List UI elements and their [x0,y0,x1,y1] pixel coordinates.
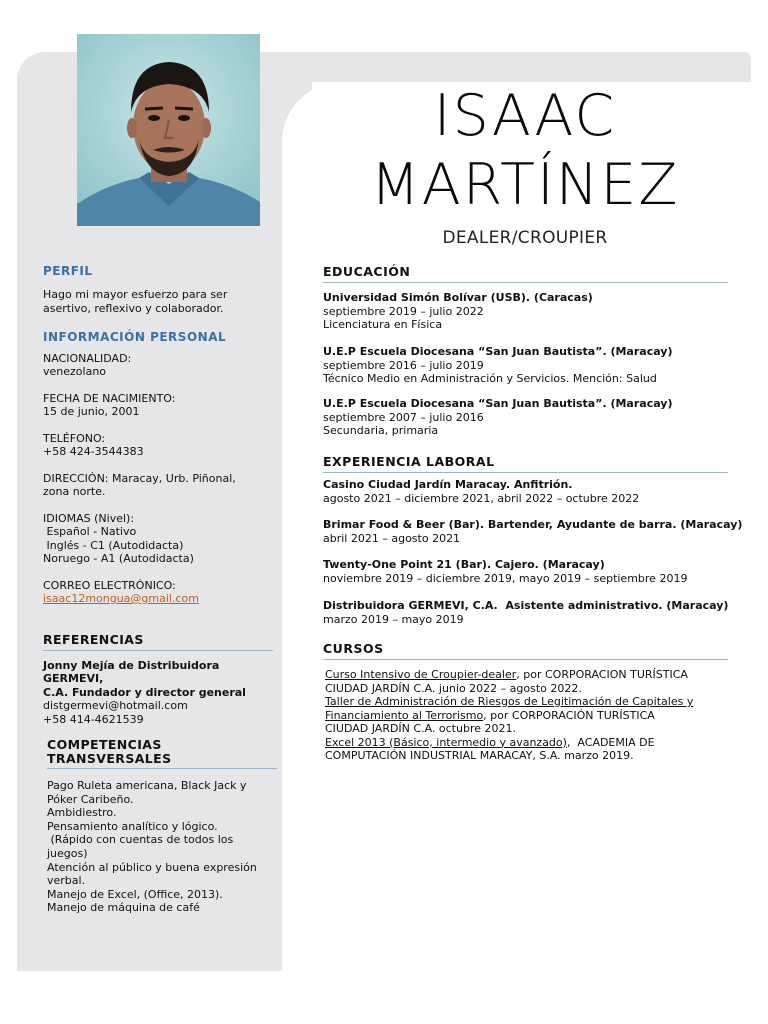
address-line: DIRECCIÓN: Maracay, Urb. Piñonal, [43,471,236,485]
job-title: DEALER/CROUPIER [442,228,608,248]
birth-value: 15 de junio, 2001 [43,405,140,418]
birth-label: FECHA DE NACIMIENTO: [43,391,176,405]
course-link[interactable]: Financiamiento al Terrorismo [325,708,484,722]
education-school: U.E.P Escuela Diocesana “San Juan Bautista”. (Maracay) [323,397,673,410]
courses-list [325,668,725,763]
skill-line: Póker Caribeño. [47,792,134,806]
education-item [323,397,743,438]
education-detail: Técnico Medio en Administración y Servicios. Mención: Salud [323,372,657,385]
profile-text: Hago mi mayor esfuerzo para ser asertivo, reflexivo y colaborador. [43,287,228,315]
education-dates: septiembre 2019 – julio 2022 [323,304,484,318]
nationality-value: venezolano [43,365,107,378]
course-provider: , por CORPORACION TURÍSTICA [516,668,688,681]
course-item [325,695,725,736]
course-link[interactable]: Taller de Administración de Riesgos de Legitimación de Capitales y [325,695,694,708]
reference-name [43,659,278,700]
language-item: Noruego - A1 (Autodidacta) [43,552,194,565]
skill-line: juegos) [47,846,88,860]
experience-dates: abril 2021 – agosto 2021 [323,531,461,545]
experience-item [323,599,743,626]
education-school: U.E.P Escuela Diocesana “San Juan Bautista”. (Maracay) [323,345,673,358]
references-heading: REFERENCIAS [43,633,273,651]
experience-heading: EXPERIENCIA LABORAL [323,454,728,473]
main-panel [282,82,768,1024]
language-item: Español - Nativo [43,525,137,538]
experience-title: Casino Ciudad Jardín Maracay. Anfitrión. [323,478,573,491]
course-provider: , por CORPORACIÓN TURÍSTICA [483,708,655,722]
portrait-illustration [77,34,260,226]
education-dates: septiembre 2016 – julio 2019 [323,358,484,372]
experience-item [323,558,743,585]
course-link[interactable]: Excel 2013 (Básico, intermedio y avanzado) [325,735,567,749]
education-dates: septiembre 2007 – julio 2016 [323,410,484,424]
education-detail: Licenciatura en Física [323,318,443,331]
experience-dates: noviembre 2019 – diciembre 2019, mayo 2019 – septiembre 2019 [323,571,688,585]
education-school: Universidad Simón Bolívar (USB). (Caracas) [323,291,593,304]
experience-title: Distribuidora GERMEVI, C.A. Asistente administrativo. (Maracay) [323,599,729,612]
email-label: CORREO ELECTRÓNICO: [43,578,176,592]
skill-line: Ambidiestro. [47,806,117,820]
skill-line: Manejo de máquina de café [47,901,200,915]
personal-info-section [43,331,278,606]
profile-photo [77,34,260,226]
address-line: zona norte. [43,485,106,498]
languages-label: IDIOMAS (Nivel): [43,511,135,525]
nationality-label: NACIONALIDAD: [43,351,132,365]
skill-line: Atención al público y buena expresión [47,860,257,874]
first-name: ISAAC [433,83,617,149]
profile-heading: PERFIL [43,264,93,278]
profile-section [43,265,278,316]
experience-dates: marzo 2019 – mayo 2019 [323,612,464,626]
experience-title: Brimar Food & Beer (Bar). Bartender, Ayudante de barra. (Maracay) [323,518,743,531]
experience-dates: agosto 2021 – diciembre 2021, abril 2022 – octubre 2022 [323,491,640,505]
experience-item [323,518,743,545]
education-heading: EDUCACIÓN [323,264,728,283]
email-link[interactable]: isaac12mongua@gmail.com [43,592,199,605]
language-item: Inglés - C1 (Autodidacta) [43,538,184,552]
phone-value: +58 424-3544383 [43,445,144,458]
course-link[interactable]: Curso Intensivo de Croupier-dealer [325,668,517,681]
last-name: MARTÍNEZ [370,152,680,218]
course-detail: CIUDAD JARDÍN C.A. octubre 2021. [325,722,516,735]
course-item [325,668,725,695]
skill-line: Pago Ruleta americana, Black Jack y [47,779,247,792]
phone-label: TELÉFONO: [43,431,106,445]
personal-info-heading: INFORMACIÓN PERSONAL [43,330,227,344]
skill-line: Pensamiento analítico y lógico. [47,819,218,833]
header-band [260,52,751,82]
education-item [323,291,743,332]
courses-heading: CURSOS [323,641,728,660]
candidate-name [300,82,750,220]
course-detail: COMPUTACIÓN INDUSTRIAL MARACAY, S.A. marzo 2019. [325,749,634,762]
reference-name-line: C.A. Fundador y director general [43,685,246,699]
reference-name-line: Jonny Mejía de Distribuidora GERMEVI, [43,658,220,685]
education-item [323,345,743,386]
education-detail: Secundaria, primaria [323,424,439,437]
skills-heading: COMPETENCIAS TRANSVERSALES [47,738,277,769]
skill-line: (Rápido con cuentas de todos los [47,833,234,847]
references-section [43,633,278,726]
skill-line: verbal. [47,874,86,888]
experience-title: Twenty-One Point 21 (Bar). Cajero. (Maracay) [323,558,605,571]
reference-phone: +58 414-4621539 [43,712,144,726]
skills-section [47,738,282,915]
course-provider: , ACADEMIA DE [566,735,655,749]
skill-line: Manejo de Excel, (Office, 2013). [47,887,223,901]
experience-item [323,478,743,505]
course-detail: CIUDAD JARDÍN C.A. junio 2022 – agosto 2022. [325,681,582,695]
course-item [325,736,725,763]
reference-email: distgermevi@hotmail.com [43,699,188,712]
